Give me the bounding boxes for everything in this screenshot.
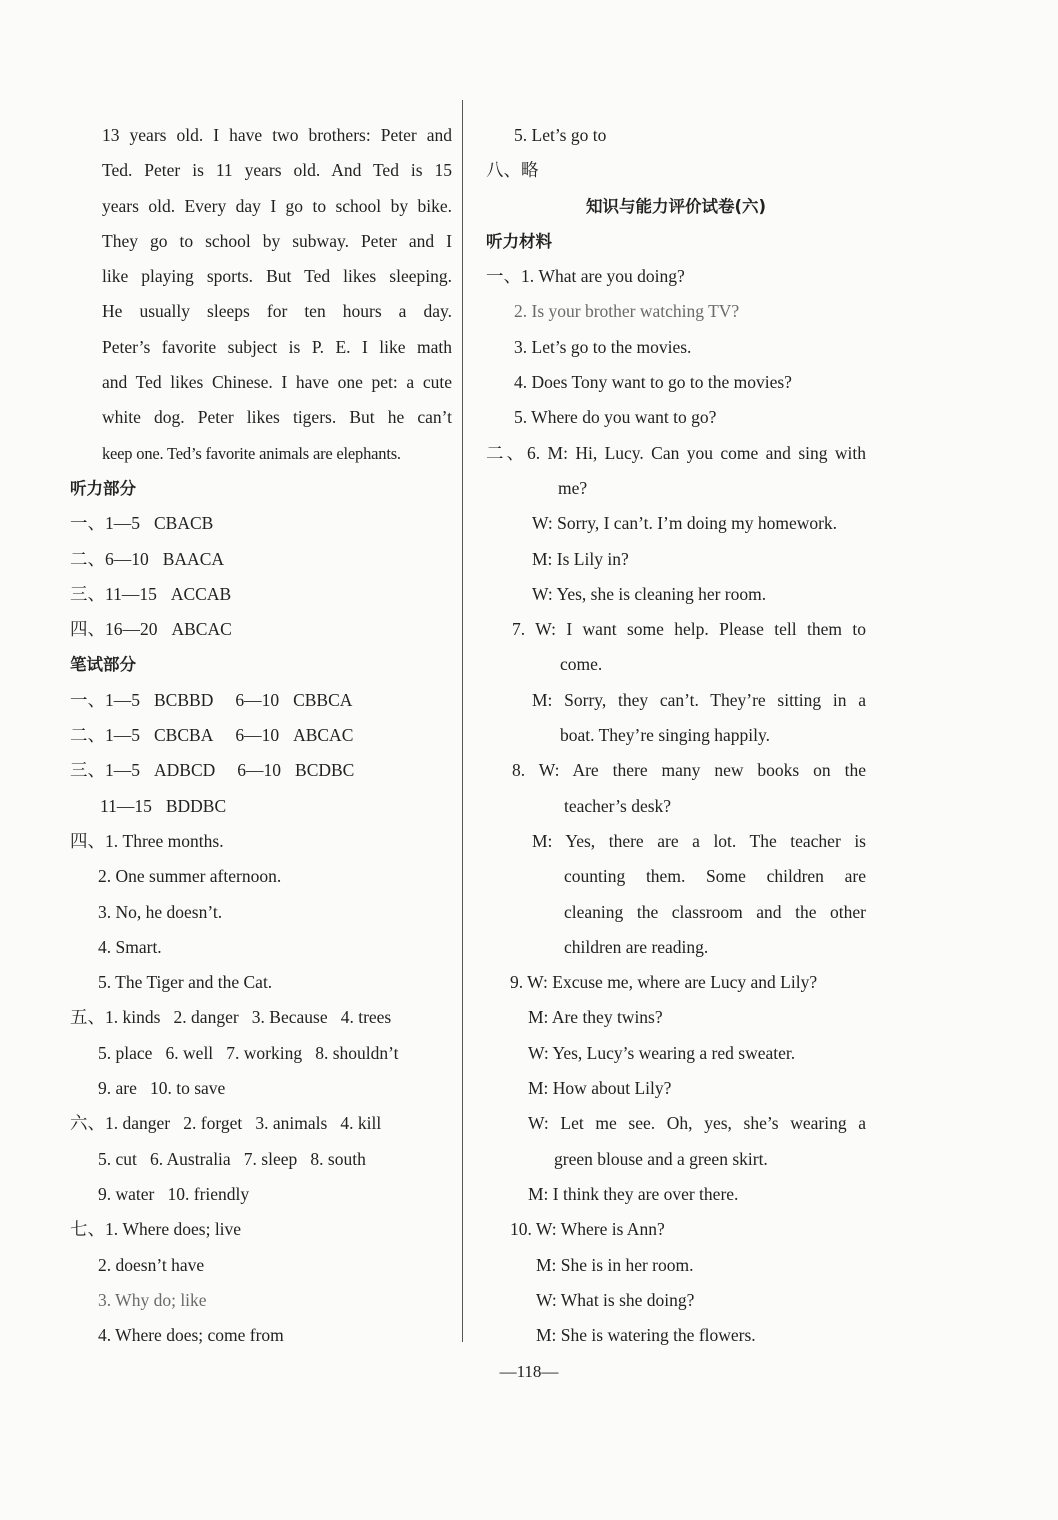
answer-label: 三、1—5 [70, 760, 140, 781]
answer-item: 5. cut 6. Australia 7. sleep 8. south [98, 1148, 366, 1169]
left-column [70, 118, 452, 1353]
transcript-line: M: She is in her room. [536, 1254, 694, 1275]
transcript-line: M: I think they are over there. [528, 1183, 739, 1204]
transcript-line: 3. Let’s go to the movies. [514, 336, 692, 357]
answer-item: 5. place 6. well 7. working 8. shouldn’t [98, 1042, 399, 1063]
transcript-line: counting them. Some children are [564, 866, 866, 887]
answer-item: 七、1. Where does; live [70, 1219, 242, 1240]
answer-item: 四、1. Three months. [70, 830, 224, 851]
answer-row [70, 577, 452, 612]
answer-label: 二、1—5 [70, 725, 140, 746]
answer-row [70, 542, 452, 577]
passage-line: They go to school by subway. Peter and I [102, 230, 452, 251]
transcript-line: 二、6. M: Hi, Lucy. Can you come and sing with [486, 442, 866, 463]
answer-key: ACCAB [170, 583, 232, 604]
answer-item: 4. Smart. [98, 936, 162, 957]
answer-item: 六、1. danger 2. forget 3. animals 4. kill [70, 1113, 382, 1134]
answer-row [70, 612, 452, 647]
answer-item: 3. Why do; like [98, 1289, 207, 1310]
column-divider [462, 100, 463, 1342]
written-heading: 笔试部分 [70, 655, 136, 675]
answer-key: BDDBC [165, 795, 227, 816]
answer-row [100, 789, 452, 824]
answer-item: 八、略 [486, 160, 539, 181]
transcript-line: W: Let me see. Oh, yes, she’s wearing a [528, 1113, 866, 1134]
transcript-line: M: How about Lily? [528, 1078, 672, 1099]
transcript-line: W: Yes, Lucy’s wearing a red sweater. [528, 1042, 796, 1063]
transcript-line: cleaning the classroom and the other [564, 901, 866, 922]
listening-heading: 听力部分 [70, 478, 136, 498]
transcript-line: W: What is she doing? [536, 1289, 695, 1310]
answer-item: 五、1. kinds 2. danger 3. Because 4. trees [70, 1007, 392, 1028]
transcript-line: 一、1. What are you doing? [486, 266, 685, 287]
answer-label: 6—10 [237, 760, 282, 781]
answer-label: 一、1—5 [70, 689, 140, 710]
right-column [486, 118, 866, 1353]
answer-label: 一、1—5 [70, 513, 140, 534]
answer-label: 6—10 [235, 725, 280, 746]
transcript-line: teacher’s desk? [564, 795, 672, 816]
page-number: —118— [499, 1362, 559, 1381]
transcript-line: 4. Does Tony want to go to the movies? [514, 372, 792, 393]
answer-item: 4. Where does; come from [98, 1325, 284, 1346]
passage-line: years old. Every day I go to school by bike. [102, 195, 452, 216]
answer-key: BCBBD [154, 689, 214, 710]
passage-line: He usually sleeps for ten hours a day. [102, 301, 452, 322]
answer-key: BAACA [162, 548, 225, 569]
transcript-line: green blouse and a green skirt. [554, 1148, 768, 1169]
transcript-line: W: Yes, she is cleaning her room. [532, 583, 767, 604]
answer-label: 四、16—20 [70, 619, 158, 640]
section-title: 知识与能力评价试卷(六) [585, 196, 767, 216]
transcript-line: boat. They’re singing happily. [560, 725, 770, 746]
passage-line: like playing sports. But Ted likes sleeping. [102, 266, 452, 287]
answer-key: CBCBA [154, 725, 214, 746]
answer-label: 二、6—10 [70, 548, 149, 569]
transcript-line: come. [560, 654, 603, 675]
answer-row [70, 683, 452, 718]
passage-line: 13 years old. I have two brothers: Peter and [102, 125, 452, 145]
answer-key: ADBCD [154, 760, 216, 781]
answer-key: BCDBC [295, 760, 355, 781]
answer-item: 2. doesn’t have [98, 1254, 205, 1275]
answer-item: 9. are 10. to save [98, 1078, 226, 1099]
listening-material-heading: 听力材料 [486, 231, 552, 251]
answer-label: 6—10 [235, 689, 280, 710]
answer-key: ABCAC [293, 725, 354, 746]
answer-item: 9. water 10. friendly [98, 1183, 250, 1204]
passage-line: and Ted likes Chinese. I have one pet: a cute [102, 372, 452, 393]
transcript-line: 2. Is your brother watching TV? [514, 301, 740, 322]
transcript-line: 5. Where do you want to go? [514, 407, 717, 428]
transcript-line: 9. W: Excuse me, where are Lucy and Lily? [510, 972, 818, 993]
answer-key: CBACB [154, 513, 214, 534]
answer-label: 三、11—15 [70, 583, 157, 604]
transcript-line: me? [558, 477, 588, 498]
passage-line: Ted. Peter is 11 years old. And Ted is 15 [102, 160, 452, 181]
answer-item: 5. Let’s go to [514, 125, 607, 145]
transcript-line: children are reading. [564, 936, 709, 957]
answer-row [70, 506, 452, 541]
answer-item: 2. One summer afternoon. [98, 866, 282, 887]
answer-item: 3. No, he doesn’t. [98, 901, 223, 922]
answer-item: 5. The Tiger and the Cat. [98, 972, 273, 993]
passage-line: keep one. Ted’s favorite animals are elephants. [102, 443, 401, 463]
transcript-line: M: Sorry, they can’t. They’re sitting in a [532, 689, 866, 710]
transcript-line: 7. W: I want some help. Please tell them to [512, 619, 866, 640]
passage-line: Peter’s favorite subject is P. E. I like math [102, 336, 452, 357]
answer-key: ABCAC [171, 619, 232, 640]
transcript-line: M: Yes, there are a lot. The teacher is [532, 830, 866, 851]
transcript-line: M: She is watering the flowers. [536, 1325, 756, 1346]
answer-label: 11—15 [100, 795, 152, 816]
transcript-line: 8. W: Are there many new books on the [512, 760, 866, 781]
answer-row [70, 718, 452, 753]
transcript-line: M: Is Lily in? [532, 548, 629, 569]
passage-line: white dog. Peter likes tigers. But he can’t [102, 407, 452, 428]
transcript-line: W: Sorry, I can’t. I’m doing my homework. [532, 513, 838, 534]
transcript-line: 10. W: Where is Ann? [510, 1219, 665, 1240]
answer-key: CBBCA [293, 689, 353, 710]
answer-row [70, 753, 452, 788]
transcript-line: M: Are they twins? [528, 1007, 663, 1028]
